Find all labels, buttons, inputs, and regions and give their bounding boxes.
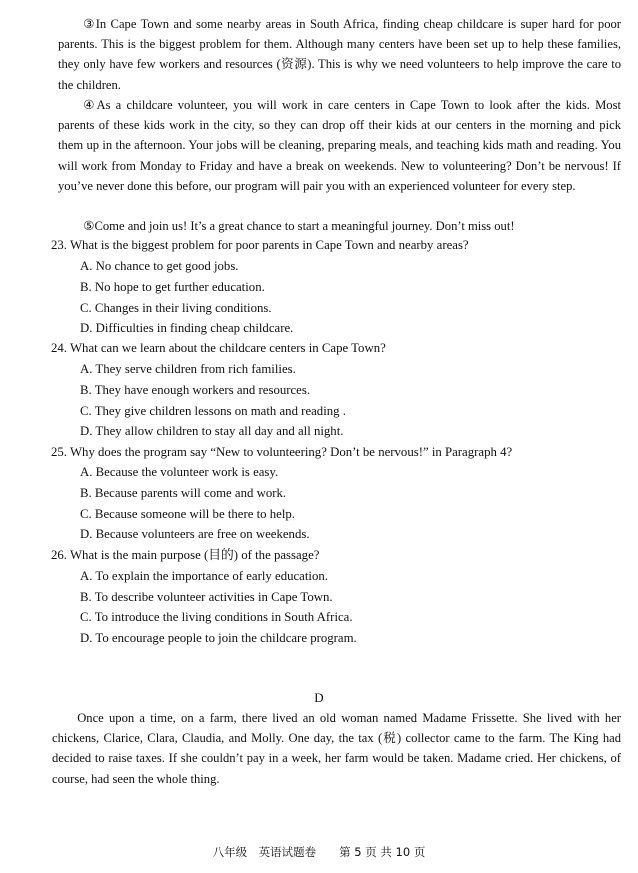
question-25-option-d: D. Because volunteers are free on weekends. [80,527,310,541]
question-24-option-c: C. They give children lessons on math and reading . [80,404,346,418]
question-24-option-d: D. They allow children to stay all day and all night. [80,424,344,438]
question-26-option-c: C. To introduce the living conditions in South Africa. [80,610,353,624]
question-26-option-a: A. To explain the importance of early education. [80,569,328,583]
section-d-paragraph: Once upon a time, on a farm, there lived an old woman named Madame Frissette. She lived with her chickens, Clarice, Clara, Claudia, and Molly. One day, the tax (税) collector came to the farm. The King had decided to raise taxes. If she couldn’t pay in a week, her farm would be taken. Madame cried. Her chickens, of course, had seen the whole thing. [52,711,621,786]
question-26-stem: 26. What is the main purpose (目的) of the passage? [51,548,320,562]
paragraph-4: ④As a childcare volunteer, you will work in care centers in Cape Town to look after the kids. Most parents of these kids work in the city, so they can drop off their kids at our centers in the morning and pick them up in the afternoon. Your jobs will be cleaning, preparing meals, and teaching kids math and reading. You will work from Monday to Friday and have a break on weekends. New to volunteering? Don’t be nervous! If you’ve never done this before, our program will pair you with an experienced volunteer for every step. [58,98,621,193]
question-23-option-d: D. Difficulties in finding cheap childcare. [80,321,294,335]
question-24-option-b: B. They have enough workers and resources. [80,383,311,397]
question-25-option-c: C. Because someone will be there to help. [80,507,295,521]
question-26-option-d: D. To encourage people to join the childcare program. [80,631,357,645]
section-d-title: D [314,690,324,705]
question-25-stem: 25. Why does the program say “New to volunteering? Don’t be nervous!” in Paragraph 4? [51,445,513,459]
paragraph-5: ⑤Come and join us! It’s a great chance to start a meaningful journey. Don’t miss out! [83,219,515,233]
question-25-option-a: A. Because the volunteer work is easy. [80,465,279,479]
question-23-option-b: B. No hope to get further education. [80,280,265,294]
question-23-option-c: C. Changes in their living conditions. [80,301,272,315]
question-24-stem: 24. What can we learn about the childcare centers in Cape Town? [51,341,386,355]
page-footer: 八年级 英语试题卷 第 5 页 共 10 页 [212,845,426,859]
question-24-option-a: A. They serve children from rich families. [80,362,296,376]
question-23-stem: 23. What is the biggest problem for poor parents in Cape Town and nearby areas? [51,238,469,252]
paragraph-3: ③In Cape Town and some nearby areas in South Africa, finding cheap childcare is super hard for poor parents. This is the biggest problem for them. Although many centers have been set up to help these families, they only have few workers and resources (资源). This is why we need volunteers to help improve the care to the children. [58,17,621,92]
question-26-option-b: B. To describe volunteer activities in Cape Town. [80,590,333,604]
question-23-option-a: A. No chance to get good jobs. [80,259,239,273]
question-25-option-b: B. Because parents will come and work. [80,486,287,500]
